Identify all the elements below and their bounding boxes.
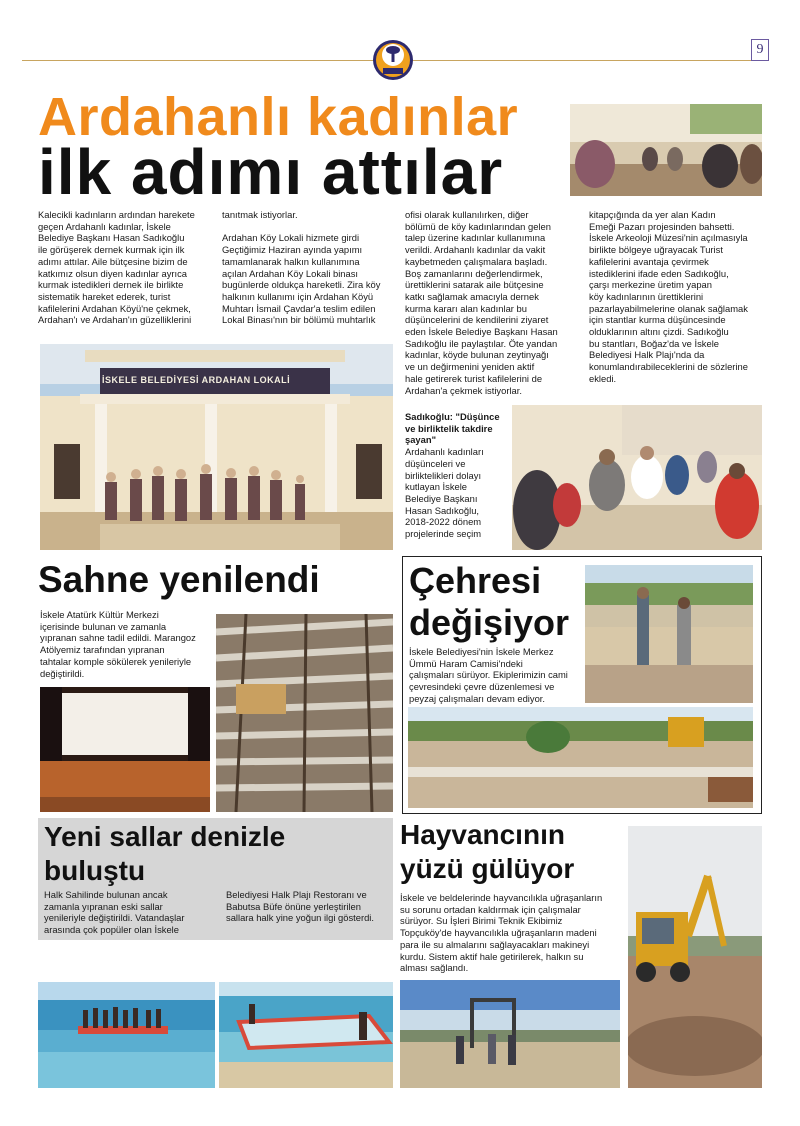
article2-body: İskele Atatürk Kültür Merkezi içerisinde bulunan ve zamanla yıpranan sahne tadil edildi. Marangoz Atölyemiz tarafından yıpranan tahtalar komple sökülerek yenileriyle değiştirildi. bbox=[40, 609, 196, 679]
ardahan-lokali-photo bbox=[40, 344, 393, 550]
mosque-landscaping-photo bbox=[408, 707, 753, 808]
article2-headline: Sahne yenilendi bbox=[38, 559, 320, 600]
stage-photo bbox=[40, 687, 210, 812]
municipality-logo bbox=[372, 34, 414, 86]
article1-column2: tanıtmak istiyorlar. Ardahan Köy Lokali hizmete girdi Geçtiğimiz Haziran ayında yapımı tamamlanarak halkın kullanımına açılan Ardahan Köy Lokali binası bugünlerde oldukça hareketli. Zira köy halkının kullanımı için Ardahan Köyü Muhtarı İsmail Çavdar'a teslim edilen Lokal Binası'nın bir bölümü muhtarlık bbox=[222, 209, 381, 326]
building-sign: İSKELE BELEDİYESİ ARDAHAN LOKALİ bbox=[102, 375, 291, 385]
quote-title: Sadıkoğlu: "Düşünce ve birliktelik takdire şayan" bbox=[405, 411, 500, 446]
article3-body: İskele Belediyesi'nin İskele Merkez Ümmü Haram Camisi'ndeki çalışmaları sürüyor. Ekiplerimizin cami çevresindeki çevre düzenlemesi ve peyzaj çalışmaları devam ediyor. bbox=[409, 646, 568, 704]
article5-headline-line1: Hayvancının bbox=[400, 819, 565, 850]
article4-headline-line1: Yeni sallar denizle bbox=[44, 821, 286, 852]
page-number: 9 bbox=[751, 39, 769, 61]
rafts-sea-photo bbox=[38, 982, 215, 1088]
article1-column1: Kalecikli kadınların ardından harekete geçen Ardahanlı kadınlar, İskele Belediye Başkanı Hasan Sadıkoğlu ile görüşerek dernek kurmak için ilk adımı attılar. Aile bütçesine bizim de katkımız olsun diyen kadınlar ayrıca kurmak istedikleri dernek ile birlikte sistematik hareket ederek, turist kafilelerini Ardahan Köyü'ne çekmek, Ardahan'ı ve Ardahan'ın güzelliklerini bbox=[38, 209, 195, 326]
mosque-workers-photo bbox=[585, 565, 753, 703]
quote-body: Ardahanlı kadınları düşünceleri ve birliktelikleri dolayı kutlayan İskele Belediye Başkanı Hasan Sadıkoğlu, 2018-2022 dönem projelerinde seçim bbox=[405, 446, 484, 540]
stage-floor-photo bbox=[216, 614, 393, 812]
sadikoglu-quote bbox=[405, 411, 509, 540]
article5-body: İskele ve beldelerinde hayvancılıkla uğraşanların su sorunu ortadan kaldırmak için çalışmalar sürüyor. Su İşleri Birimi Teknik Ekibimiz Topçuköy'de hayvancılıkla uğraşanların madeni para ile su almalarını sağlayacakları makineyi kurdu. Sistem aktif hale getirilerek, halkın su alması sağlandı. bbox=[400, 892, 603, 974]
article1-headline-line1: Ardahanlı kadınlar bbox=[38, 87, 519, 147]
women-visit-photo bbox=[512, 405, 762, 550]
article1-column3: ofisi olarak kullanılırken, diğer bölümü de köy kadınlarından gelen talep üzerine kadınlar kullanımına verildi. Ardahanlı kadınlar da vakit kaybetmeden çalışmalara başladı. Boş zamanlarını değerlendirmek, ürettiklerini satarak aile bütçesine katkı sağlamak amacıyla dernek kurma kararı alan kadınlar bu düşüncelerini de kendilerini ziyaret eden İskele Belediye Başkanı Hasan Sadıkoğlu ile paylaştılar. Öte yandan kadınlar, köyde bulunan zeytinyağı ve un değirmenini yeniden aktif hale getirerek turist kafilelerini de Ardahan'a çekmek istiyorlar. bbox=[405, 209, 558, 396]
women-meeting-photo bbox=[570, 104, 762, 196]
article4-column2: Belediyesi Halk Plajı Restoranı ve Babutsa Büfe önüne yerleştirilen sallara halk yine yoğun ilgi gösterdi. bbox=[226, 889, 374, 924]
article4-headline-line2: buluştu bbox=[44, 855, 146, 886]
article3-headline-line2: değişiyor bbox=[409, 602, 570, 643]
article1-headline-line2: ilk adımı attılar bbox=[38, 136, 504, 208]
article5-headline-line2: yüzü gülüyor bbox=[400, 853, 575, 884]
article1-column4: kitapçığında da yer alan Kadın Emeği Pazarı projesinden bahsetti. İskele Arkeoloji Müzesi'nin açılmasıyla birlikte bölgeye uğrayacak Turist kafilelerini avantaja çevirmek istediklerini ifade eden Sadıkoğlu, çarşı merkezine üretim yapan köy kadınlarının ürettiklerini pazarlayabilmelerine olanak sağlamak için stantlar kurma düşüncesinde olduklarının altını çizdi. Sadıkoğlu bu stantları, Boğaz'da ve İskele Belediyesi Halk Plajı'nda da konumlandırabileceklerini de sözlerine ekledi. bbox=[589, 209, 748, 384]
article3-headline-line1: Çehresi bbox=[409, 560, 542, 601]
raft-beach-photo bbox=[219, 982, 393, 1088]
article4-column1: Halk Sahilinde bulunan ancak zamanla yıpranan eski sallar yenileriyle değiştirildi. Vatandaşlar arasında çok popüler olan İskele bbox=[44, 889, 185, 936]
excavator-photo bbox=[628, 826, 762, 1088]
water-machine-photo bbox=[400, 980, 620, 1088]
